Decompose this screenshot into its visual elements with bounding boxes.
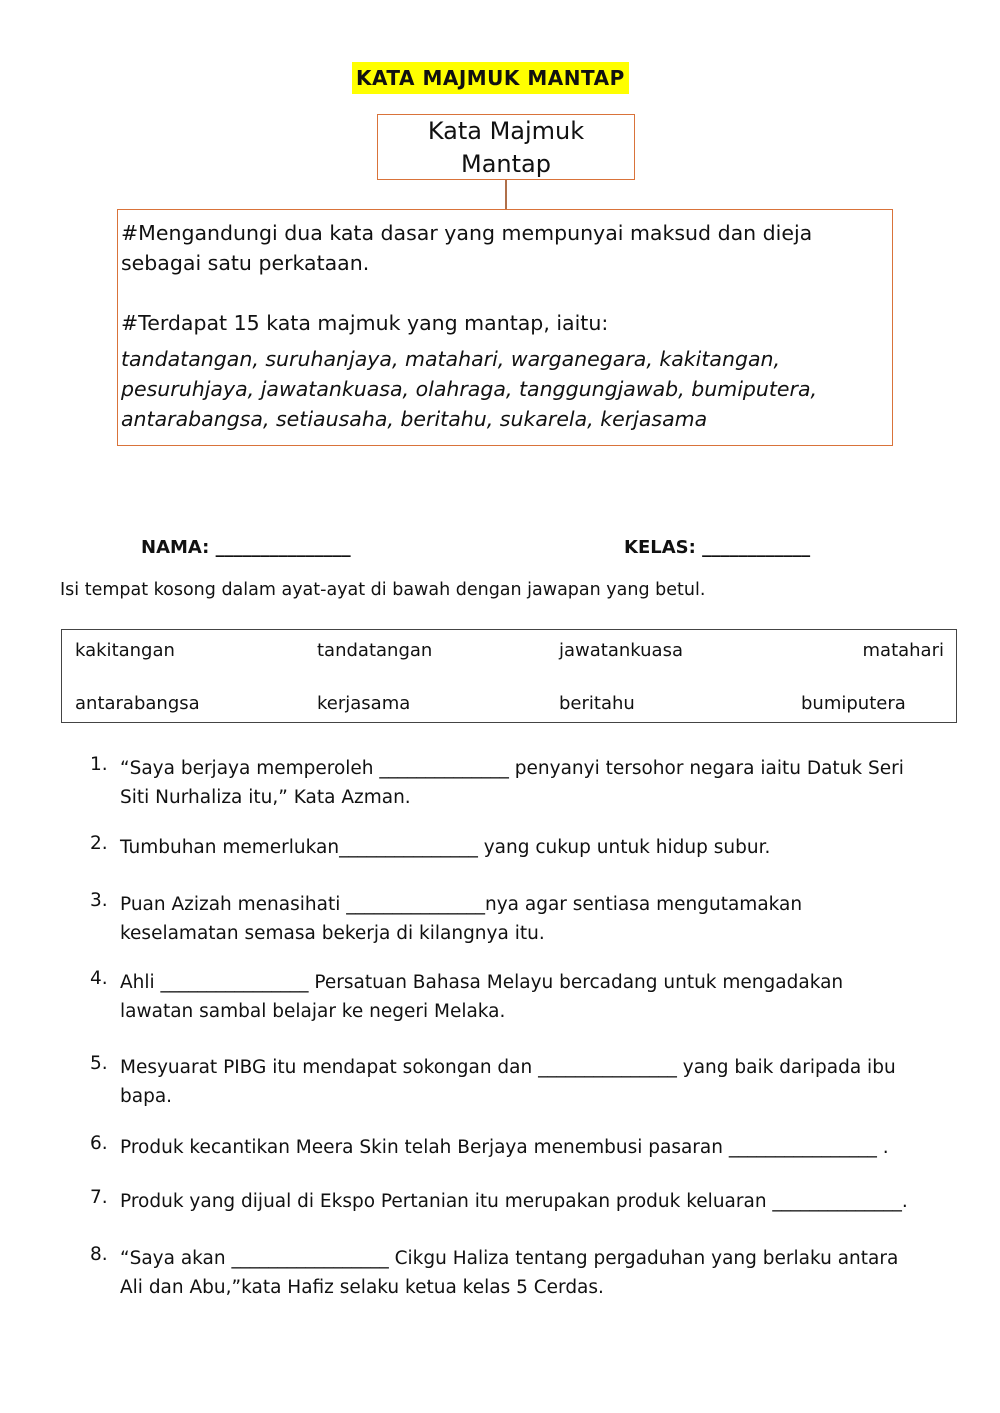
question-5[interactable] xyxy=(120,1053,950,1111)
page-title: KATA MAJMUK MANTAP xyxy=(352,62,629,94)
connector-line xyxy=(505,180,507,210)
question-number: 5. xyxy=(90,1053,108,1074)
question-line: Tumbuhan memerlukan_______________ yang cukup untuk hidup subur. xyxy=(120,837,771,858)
question-1[interactable] xyxy=(120,754,950,812)
word-bank-item: matahari xyxy=(862,640,944,661)
question-line: Produk yang dijual di Ekspo Pertanian itu merupakan produk keluaran ______________. xyxy=(120,1191,908,1212)
instruction-text: Isi tempat kosong dalam ayat-ayat di bawah dengan jawapan yang betul. xyxy=(60,580,706,600)
question-3[interactable] xyxy=(120,890,950,948)
concept-line-2: Mantap xyxy=(461,150,551,178)
definition-box xyxy=(117,209,893,446)
question-number: 4. xyxy=(90,968,108,989)
definition-point-1-line-1: #Mengandungi dua kata dasar yang mempunyai maksud dan dieja xyxy=(121,221,813,245)
question-number: 7. xyxy=(90,1187,108,1208)
question-line: bapa. xyxy=(120,1086,173,1107)
word-bank-item: kakitangan xyxy=(75,640,175,661)
question-line: Mesyuarat PIBG itu mendapat sokongan dan _______________ yang baik daripada ibu xyxy=(120,1057,896,1078)
question-number: 6. xyxy=(90,1133,108,1154)
question-line: Ahli ________________ Persatuan Bahasa Melayu bercadang untuk mengadakan xyxy=(120,972,844,993)
question-8[interactable] xyxy=(120,1244,950,1302)
concept-box xyxy=(377,114,635,180)
question-number: 2. xyxy=(90,833,108,854)
question-number: 3. xyxy=(90,890,108,911)
name-field[interactable]: NAMA: _______________ xyxy=(141,537,351,558)
word-list-line-1: tandatangan, suruhanjaya, matahari, warganegara, kakitangan, xyxy=(121,347,781,371)
question-7[interactable] xyxy=(120,1187,950,1216)
word-list xyxy=(121,344,882,434)
word-list-line-3: antarabangsa, setiausaha, beritahu, sukarela, kerjasama xyxy=(121,407,708,431)
definition-point-2: #Terdapat 15 kata majmuk yang mantap, iaitu: xyxy=(121,311,609,335)
question-line: keselamatan semasa bekerja di kilangnya itu. xyxy=(120,923,545,944)
question-line: “Saya berjaya memperoleh ______________ penyanyi tersohor negara iaitu Datuk Seri xyxy=(120,758,904,779)
word-bank-item: bumiputera xyxy=(801,693,906,714)
question-6[interactable] xyxy=(120,1133,950,1162)
question-line: “Saya akan _________________ Cikgu Haliza tentang pergaduhan yang berlaku antara xyxy=(120,1248,899,1269)
question-line: lawatan sambal belajar ke negeri Melaka. xyxy=(120,1001,506,1022)
question-line: Ali dan Abu,”kata Hafiz selaku ketua kelas 5 Cerdas. xyxy=(120,1277,604,1298)
word-bank-item: jawatankuasa xyxy=(559,640,683,661)
class-field[interactable]: KELAS: ____________ xyxy=(624,537,811,558)
word-bank-item: kerjasama xyxy=(317,693,411,714)
question-number: 8. xyxy=(90,1244,108,1265)
word-bank-item: antarabangsa xyxy=(75,693,200,714)
word-bank-item: beritahu xyxy=(559,693,635,714)
question-line: Siti Nurhaliza itu,” Kata Azman. xyxy=(120,787,411,808)
word-bank-item: tandatangan xyxy=(317,640,433,661)
definition-point-1-line-2: sebagai satu perkataan. xyxy=(121,251,370,275)
word-bank xyxy=(61,629,957,723)
concept-line-1: Kata Majmuk xyxy=(427,117,585,145)
word-list-line-2: pesuruhjaya, jawatankuasa, olahraga, tanggungjawab, bumiputera, xyxy=(121,377,818,401)
question-4[interactable] xyxy=(120,968,950,1026)
question-line: Puan Azizah menasihati _______________nya agar sentiasa mengutamakan xyxy=(120,894,803,915)
question-2[interactable] xyxy=(120,833,950,862)
question-number: 1. xyxy=(90,754,108,775)
question-line: Produk kecantikan Meera Skin telah Berjaya menembusi pasaran ________________ . xyxy=(120,1137,889,1158)
